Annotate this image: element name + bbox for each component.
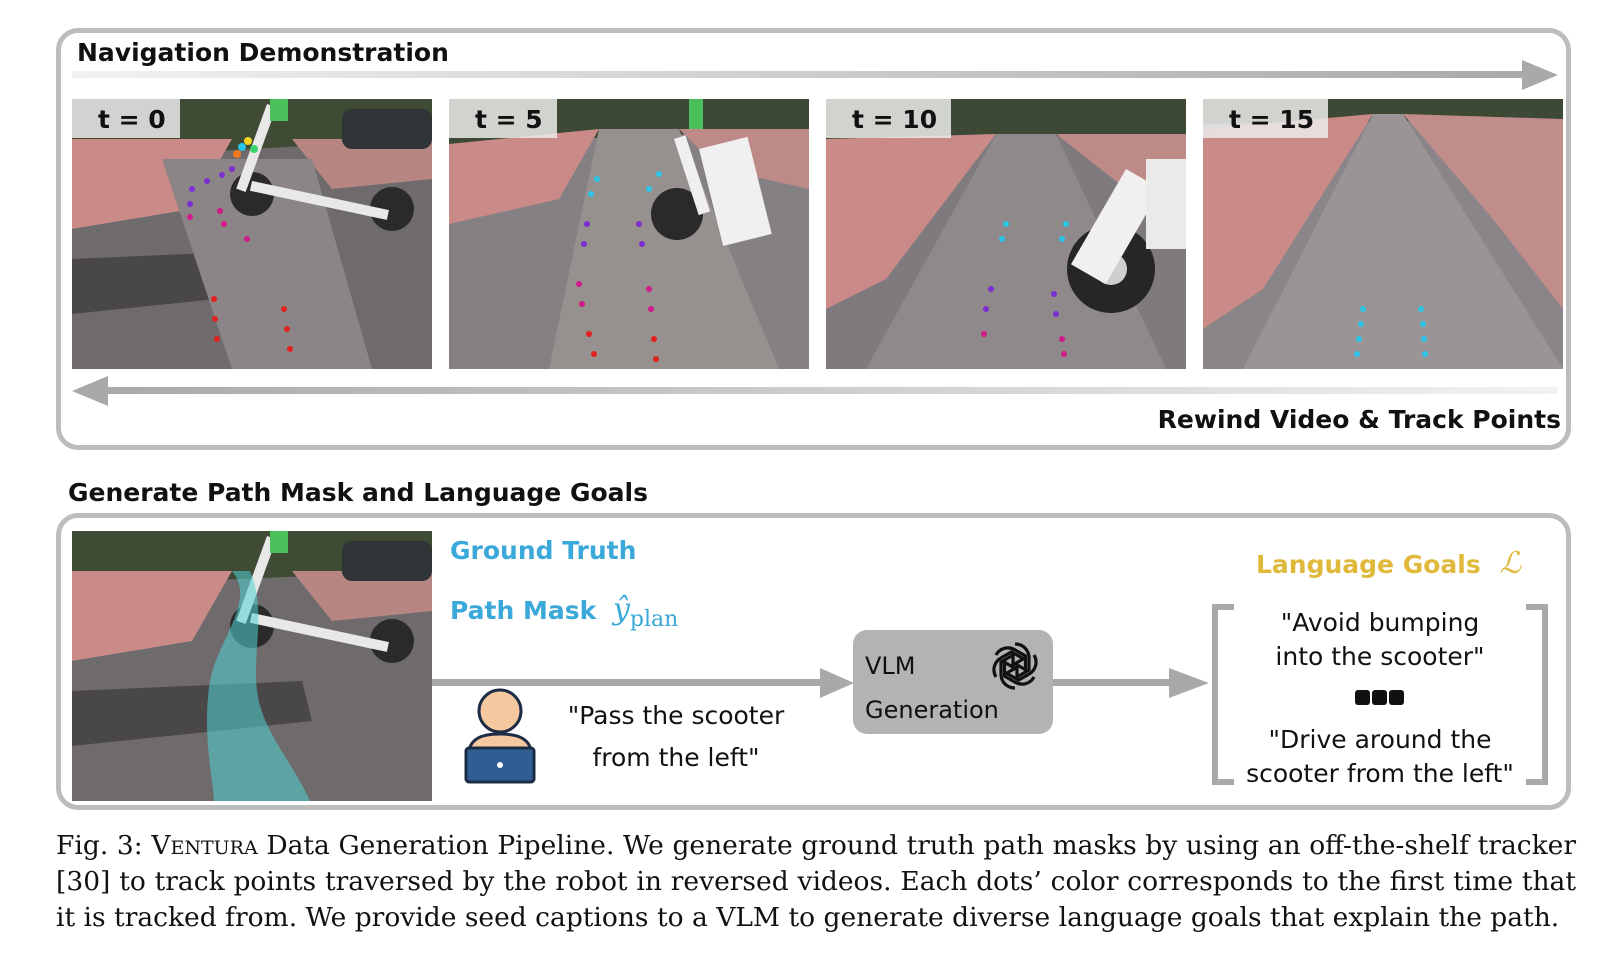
frame-t15-label: t = 15	[1203, 99, 1328, 138]
caption-text: Data Generation Pipeline. We generate ground truth path masks by using an off-the-shelf tracker [30] to track points traversed by the robot in reversed videos. Each dots’ color corresponds to the first time that it is tracked from. We provide seed captions to a VLM to generate diverse language goals that explain the path.	[56, 830, 1576, 933]
path-mask-frame	[72, 531, 432, 801]
vlm-label: VLM	[865, 652, 916, 680]
caption-name-rest: entura	[170, 830, 258, 861]
goal-1: "Avoid bumping into the scooter"	[1275, 608, 1485, 671]
arrow-to-goals	[1053, 666, 1213, 700]
path-mask-label-row	[450, 592, 678, 632]
path-mask-symbol: $ŷ_{plan}$	[612, 592, 679, 632]
navigation-demonstration-title: Navigation Demonstration	[77, 38, 449, 67]
goal-2: "Drive around the scooter from the left"	[1246, 725, 1514, 788]
caption-name-initial: V	[151, 830, 171, 861]
frame-t10-label: t = 10	[826, 99, 951, 138]
rewind-label: Rewind Video & Track Points	[1157, 405, 1561, 434]
openai-logo-icon	[983, 634, 1047, 698]
ground-truth-label: Ground Truth	[450, 536, 637, 565]
language-goals-label: Language Goals	[1256, 550, 1481, 579]
frame-t5	[449, 99, 809, 369]
frame-t10	[826, 99, 1186, 369]
path-mask-label: Path Mask	[450, 596, 597, 625]
generate-section-title: Generate Path Mask and Language Goals	[68, 478, 648, 507]
forward-arrow	[72, 58, 1562, 92]
seed-caption: "Pass the scooter from the left"	[567, 701, 785, 772]
figure-caption	[56, 828, 1576, 936]
generation-label: Generation	[865, 696, 999, 724]
frame-t0-label: t = 0	[72, 99, 180, 138]
rewind-arrow	[72, 374, 1562, 408]
frame-t5-label: t = 5	[449, 99, 557, 138]
language-goals-label-row	[1256, 546, 1521, 581]
frame-t15	[1203, 99, 1563, 369]
user-laptop-icon	[462, 688, 538, 786]
vlm-generation-box	[853, 630, 1053, 734]
caption-prefix: Fig. 3:	[56, 830, 152, 861]
ellipsis-dots	[1355, 690, 1405, 706]
language-goals-symbol: ℒ	[1499, 546, 1522, 581]
frame-t0	[72, 99, 432, 369]
